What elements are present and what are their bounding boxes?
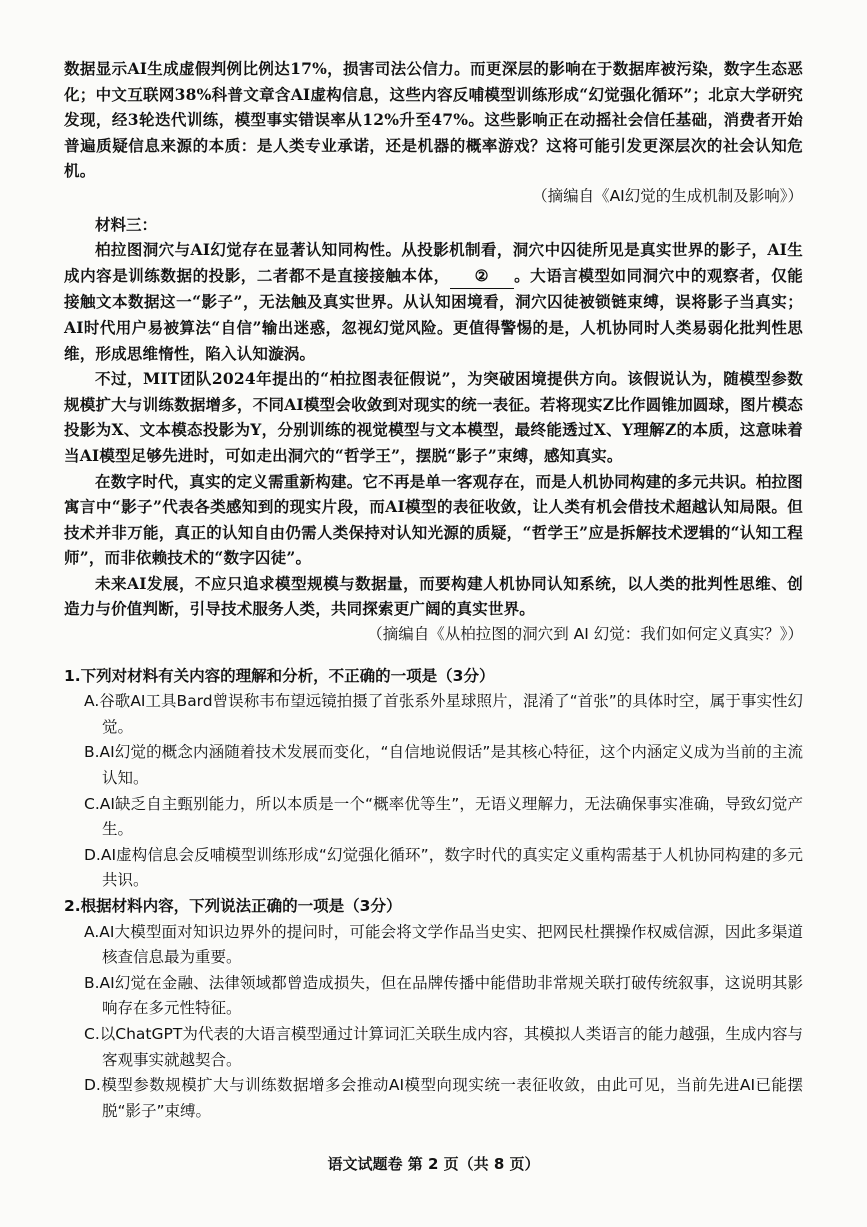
question-1 [64, 664, 803, 894]
option-d: D.模型参数规模扩大与训练数据增多会推动AI模型向现实统一表征收敛，由此可见，当前先进AI已能摆脱“影子”束缚。 [84, 1076, 803, 1120]
material-3-paragraph-4: 未来AI发展，不应只追求模型规模与数据量，而要构建人机协同认知系统，以人类的批判性思维、创造力与价值判断，引导技术服务人类，共同探索更广阔的真实世界。 [64, 573, 803, 619]
m3-p1-after: 。大语言模型如同洞穴中的观察者，仅能接触文本数据这一“影子”，无法触及真实世界。从认知困境看，洞穴囚徒被锁链束缚，误将影子当真实；AI时代用户易被算法“自信”输出迷惑，忽视幻觉风险。更值得警惕的是，人机协同时人类易弱化批判性思维，形成思维惰性，陷入认知漩涡。 [64, 265, 803, 363]
option-c: C.以ChatGPT为代表的大语言模型通过计算词汇关联生成内容，其模拟人类语言的能力越强，生成内容与客观事实就越契合。 [84, 1024, 803, 1069]
option-b: B.AI幻觉在金融、法律领域都曾造成损失，但在品牌传播中能借助非常规关联打破传统叙事，这说明其影响存在多元性特征。 [84, 973, 803, 1018]
page-footer: 语文试题卷 第 2 页（共 8 页） [327, 1155, 540, 1173]
material-3-paragraph-1 [64, 237, 803, 366]
m3-p1-before: 柏拉图洞穴与AI幻觉存在显著认知同构性。从投影机制看，洞穴中囚徒所见是真实世界的影子，AI生成内容是训练数据的投影，二者都不是直接接触本体， [64, 240, 803, 285]
fill-blank-2: ② [450, 263, 514, 290]
material-3-paragraph-2: 不过，MIT团队2024年提出的“柏拉图表征假说”，为突破困境提供方向。该假说认为，随模型参数规模扩大与训练数据增多，不同AI模型会收敛到对现实的统一表征。若将现实Z比作圆锥加圆球，图片模态投影为X、文本模态投影为Y，分别训练的视觉模型与文本模型，最终能透过X、Y理解Z的本质，这意味着当AI模型足够先进时，可如走出洞穴的“哲学王”，摆脱“影子”束缚，感知真实。 [64, 369, 803, 465]
question-2 [64, 894, 803, 1124]
option-b: B.AI幻觉的概念内涵随着技术发展而变化，“自信地说假话”是其核心特征，这个内涵定义成为当前的主流认知。 [84, 743, 803, 788]
option-a: A.谷歌AI工具Bard曾误称韦布望远镜拍摄了首张系外星球照片，混淆了“首张”的具体时空，属于事实性幻觉。 [84, 692, 803, 736]
option-c: C.AI缺乏自主甄别能力，所以本质是一个“概率优等生”，无语义理解力，无法确保事实准确，导致幻觉产生。 [84, 794, 803, 839]
source-citation-2: （摘编自《从柏拉图的洞穴到 AI 幻觉：我们如何定义真实？》） [367, 625, 803, 644]
question-stem: 1.下列对材料有关内容的理解和分析，不正确的一项是（3分） [64, 666, 495, 685]
option-d: D.AI虚构信息会反哺模型训练形成“幻觉强化循环”，数字时代的真实定义重构需基于人机协同构建的多元共识。 [84, 845, 803, 890]
material-3-paragraph-3: 在数字时代，真实的定义需重新构建。它不再是单一客观存在，而是人机协同构建的多元共识。柏拉图寓言中“影子”代表各类感知到的现实片段，而AI模型的表征收敛，让人类有机会借技术超越认知局限。但技术并非万能，真正的认知自由仍需人类保持对认知光源的质疑，“哲学王”应是拆解技术逻辑的“认知工程师”，而非依赖技术的“数字囚徒”。 [64, 471, 803, 568]
intro-paragraph: 数据显示AI生成虚假判例比例达17%，损害司法公信力。而更深层的影响在于数据库被污染，数字生态恶化；中文互联网38%科普文章含AI虚构信息，这些内容反哺模型训练形成“幻觉强化循环”；北京大学研究发现，经3轮迭代训练，模型事实错误率从12%升至47%。这些影响正在动摇社会信任基础，消费者开始普遍质疑信息来源的本质：是人类专业承诺，还是机器的概率游戏？这将可能引发更深层次的社会认知危机。 [64, 59, 803, 181]
source-citation-1: （摘编自《AI幻觉的生成机制及影响》） [532, 186, 803, 205]
question-stem: 2.根据材料内容，下列说法正确的一项是（3分） [64, 897, 402, 915]
questions-section [64, 664, 803, 1125]
option-a: A.AI大模型面对知识边界外的提问时，可能会将文学作品当史实、把网民杜撰操作权威信源，因此多渠道核查信息最为重要。 [84, 922, 803, 967]
material-3-title: 材料三： [95, 214, 158, 234]
